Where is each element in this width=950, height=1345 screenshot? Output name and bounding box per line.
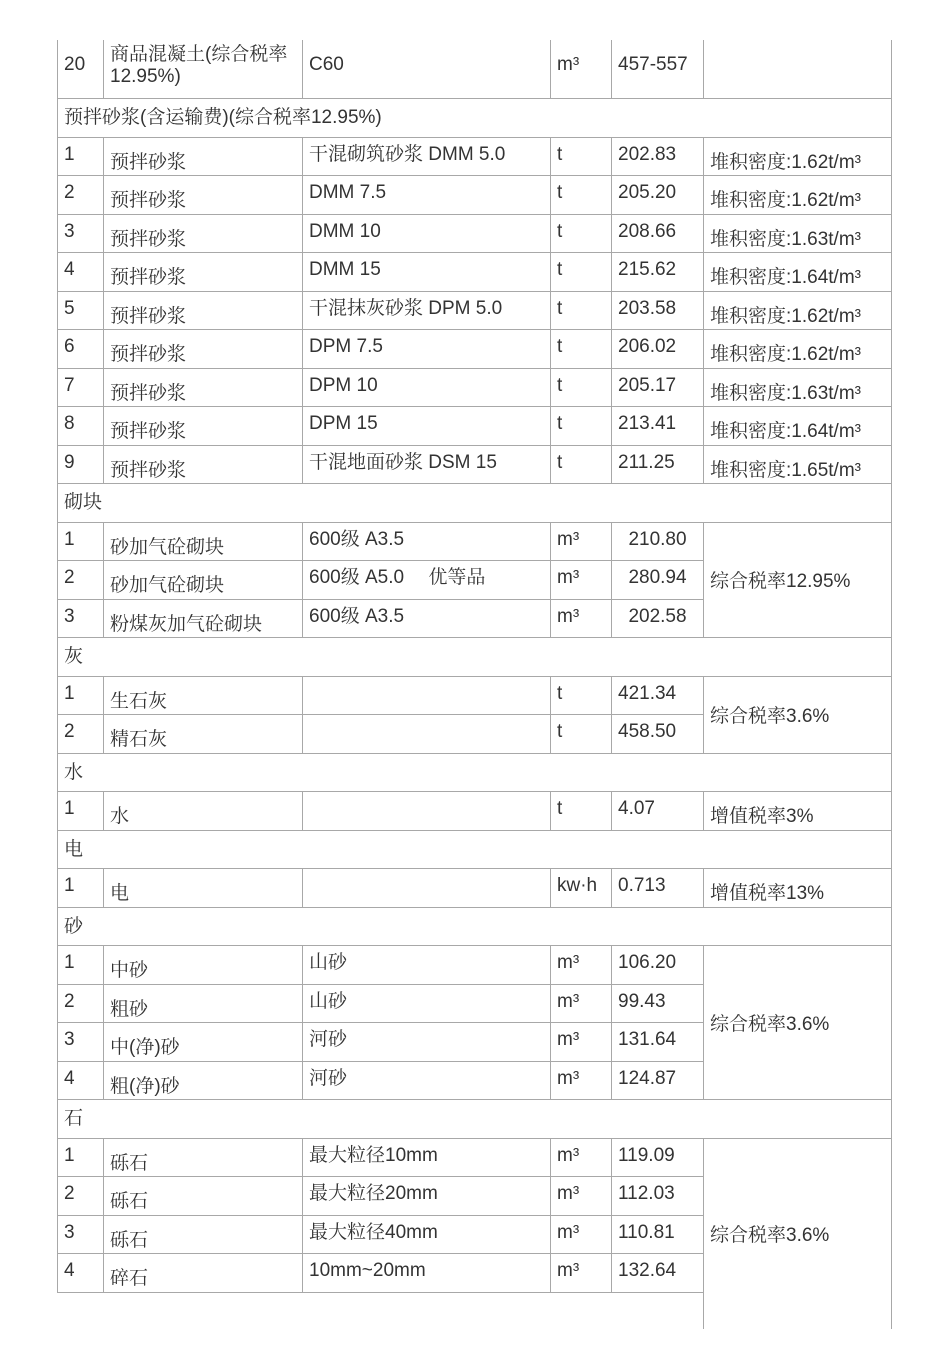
cell-price: 4.07 (611, 792, 703, 830)
section-title: 水 (57, 754, 892, 792)
cell-unit: kw·h (550, 869, 611, 907)
cell-name: 预拌砂浆 (103, 407, 302, 445)
table-row (57, 1023, 703, 1062)
cell-no: 4 (57, 1254, 103, 1292)
cell-name: 砾石 (103, 1177, 302, 1215)
cell-unit: m³ (550, 985, 611, 1023)
cell-name: 水 (103, 792, 302, 830)
cell-unit: t (550, 792, 611, 830)
cell-spec: 干混地面砂浆 DSM 15 (302, 446, 550, 484)
table-row (57, 407, 892, 446)
cell-price: 213.41 (611, 407, 703, 445)
cell-name: 预拌砂浆 (103, 292, 302, 330)
cell-price: 206.02 (611, 330, 703, 368)
section-header-block (57, 484, 892, 523)
cell-unit: m³ (550, 1216, 611, 1254)
cell-name: 预拌砂浆 (103, 253, 302, 291)
table-row (57, 985, 703, 1024)
table-row (57, 253, 892, 292)
cell-spec: 山砂 (302, 985, 550, 1023)
cell-name: 生石灰 (103, 677, 302, 715)
cell-name: 电 (103, 869, 302, 907)
cell-price: 421.34 (611, 677, 703, 715)
cell-unit: t (550, 176, 611, 214)
cell-unit: t (550, 715, 611, 753)
table-row (57, 215, 892, 254)
cell-spec (302, 792, 550, 830)
table-row (57, 1216, 703, 1255)
cell-no: 1 (57, 138, 103, 176)
cell-no: 2 (57, 715, 103, 753)
cell-no: 1 (57, 677, 103, 715)
cell-no: 3 (57, 600, 103, 638)
cell-no: 1 (57, 523, 103, 561)
cell-name: 砾石 (103, 1216, 302, 1254)
cell-name: 商品混凝土(综合税率12.95%) (103, 40, 302, 98)
cell-note: 堆积密度:1.62t/m³ (703, 330, 892, 368)
table-row (57, 1139, 703, 1178)
cell-spec: 600级 A3.5 (302, 600, 550, 638)
cell-note (703, 40, 892, 98)
table-row (57, 715, 703, 754)
cell-price: 132.64 (611, 1254, 703, 1292)
cell-name: 预拌砂浆 (103, 369, 302, 407)
table-row (57, 1254, 703, 1293)
cell-no: 2 (57, 1177, 103, 1215)
cell-price: 203.58 (611, 292, 703, 330)
cell-spec: 最大粒径40mm (302, 1216, 550, 1254)
cell-note: 增值税率3% (703, 792, 892, 830)
section-header-mortar (57, 99, 892, 138)
cell-name: 砂加气砼砌块 (103, 561, 302, 599)
cell-no: 6 (57, 330, 103, 368)
section-title: 砌块 (57, 484, 892, 522)
cell-no: 8 (57, 407, 103, 445)
cell-name: 预拌砂浆 (103, 446, 302, 484)
cell-spec: DPM 7.5 (302, 330, 550, 368)
cell-no: 3 (57, 215, 103, 253)
section-header-power (57, 831, 892, 870)
cell-unit: m³ (550, 1254, 611, 1292)
cell-price: 280.94 (611, 561, 703, 599)
cell-name: 砾石 (103, 1139, 302, 1177)
section-header-sand (57, 908, 892, 947)
table-row (57, 369, 892, 408)
cell-name: 预拌砂浆 (103, 215, 302, 253)
cell-no: 9 (57, 446, 103, 484)
cell-spec: 干混抹灰砂浆 DPM 5.0 (302, 292, 550, 330)
table-row (57, 561, 703, 600)
section-header-water (57, 754, 892, 793)
cell-unit: m³ (550, 1062, 611, 1100)
cell-spec: DMM 7.5 (302, 176, 550, 214)
table-row (57, 292, 892, 331)
cell-name: 预拌砂浆 (103, 176, 302, 214)
cell-unit: m³ (550, 600, 611, 638)
cell-name: 中砂 (103, 946, 302, 984)
group-stone (57, 1139, 892, 1329)
cell-spec: DMM 15 (302, 253, 550, 291)
cell-price: 124.87 (611, 1062, 703, 1100)
cell-note: 堆积密度:1.65t/m³ (703, 446, 892, 484)
cell-price: 106.20 (611, 946, 703, 984)
cell-unit: m³ (550, 1177, 611, 1215)
cell-unit: m³ (550, 40, 611, 98)
cell-unit: t (550, 138, 611, 176)
cell-price: 0.713 (611, 869, 703, 907)
cell-no: 20 (57, 40, 103, 98)
table-row (57, 677, 703, 716)
cell-price: 119.09 (611, 1139, 703, 1177)
cell-unit: t (550, 292, 611, 330)
section-header-stone (57, 1100, 892, 1139)
table-row (57, 792, 892, 831)
cell-spec (302, 677, 550, 715)
cell-spec: 河砂 (302, 1062, 550, 1100)
cell-name: 碎石 (103, 1254, 302, 1292)
cell-price: 202.83 (611, 138, 703, 176)
cell-unit: m³ (550, 946, 611, 984)
group-block (57, 523, 892, 639)
cell-no: 1 (57, 946, 103, 984)
cell-note: 堆积密度:1.62t/m³ (703, 138, 892, 176)
cell-spec: 最大粒径10mm (302, 1139, 550, 1177)
table-row (57, 946, 703, 985)
cell-spec: 最大粒径20mm (302, 1177, 550, 1215)
cell-price: 112.03 (611, 1177, 703, 1215)
cell-name: 预拌砂浆 (103, 330, 302, 368)
cell-unit: m³ (550, 561, 611, 599)
cell-spec (302, 869, 550, 907)
material-price-table (57, 40, 892, 1329)
cell-spec: 干混砌筑砂浆 DMM 5.0 (302, 138, 550, 176)
cell-no: 3 (57, 1216, 103, 1254)
cell-spec: 河砂 (302, 1023, 550, 1061)
cell-unit: t (550, 407, 611, 445)
cell-unit: t (550, 369, 611, 407)
cell-price: 99.43 (611, 985, 703, 1023)
cell-note: 堆积密度:1.62t/m³ (703, 292, 892, 330)
table-row (57, 138, 892, 177)
cell-no: 1 (57, 869, 103, 907)
cell-no: 4 (57, 1062, 103, 1100)
section-title: 砂 (57, 908, 892, 946)
cell-spec: 10mm~20mm (302, 1254, 550, 1292)
table-row (57, 446, 892, 485)
section-title: 预拌砂浆(含运输费)(综合税率12.95%) (57, 99, 892, 137)
cell-unit: t (550, 677, 611, 715)
cell-price: 110.81 (611, 1216, 703, 1254)
cell-price: 457-557 (611, 40, 703, 98)
cell-no: 1 (57, 792, 103, 830)
cell-spec: 600级 A5.0 优等品 (302, 561, 550, 599)
cell-spec: DPM 15 (302, 407, 550, 445)
group-note: 综合税率12.95% (703, 523, 892, 639)
cell-note: 堆积密度:1.64t/m³ (703, 253, 892, 291)
cell-no: 2 (57, 985, 103, 1023)
cell-spec: 山砂 (302, 946, 550, 984)
cell-price: 211.25 (611, 446, 703, 484)
cell-note: 堆积密度:1.63t/m³ (703, 215, 892, 253)
cell-name: 砂加气砼砌块 (103, 523, 302, 561)
section-title: 电 (57, 831, 892, 869)
table-row (57, 40, 892, 99)
cell-price: 458.50 (611, 715, 703, 753)
table-row (57, 1177, 703, 1216)
cell-unit: m³ (550, 1023, 611, 1061)
table-row (57, 1062, 703, 1101)
cell-price: 131.64 (611, 1023, 703, 1061)
cell-note: 堆积密度:1.63t/m³ (703, 369, 892, 407)
cell-unit: t (550, 446, 611, 484)
group-lime (57, 677, 892, 754)
cell-no: 4 (57, 253, 103, 291)
section-header-lime (57, 638, 892, 677)
cell-name: 精石灰 (103, 715, 302, 753)
table-row (57, 330, 892, 369)
cell-price: 205.20 (611, 176, 703, 214)
cell-no: 1 (57, 1139, 103, 1177)
table-row (57, 176, 892, 215)
cell-note: 堆积密度:1.62t/m³ (703, 176, 892, 214)
table-row (57, 869, 892, 908)
cell-spec: DPM 10 (302, 369, 550, 407)
cell-note: 增值税率13% (703, 869, 892, 907)
cell-price: 202.58 (611, 600, 703, 638)
group-sand (57, 946, 892, 1100)
group-note: 综合税率3.6% (703, 946, 892, 1100)
cell-unit: m³ (550, 1139, 611, 1177)
cell-name: 预拌砂浆 (103, 138, 302, 176)
cell-name: 粉煤灰加气砼砌块 (103, 600, 302, 638)
cell-spec: C60 (302, 40, 550, 98)
cell-price: 205.17 (611, 369, 703, 407)
section-title: 灰 (57, 638, 892, 676)
cell-spec (302, 715, 550, 753)
cell-no: 3 (57, 1023, 103, 1061)
cell-no: 2 (57, 176, 103, 214)
cell-note: 堆积密度:1.64t/m³ (703, 407, 892, 445)
group-note: 综合税率3.6% (703, 677, 892, 754)
cell-price: 210.80 (611, 523, 703, 561)
cell-no: 7 (57, 369, 103, 407)
group-note: 综合税率3.6% (703, 1139, 892, 1329)
cell-price: 215.62 (611, 253, 703, 291)
cell-name: 中(净)砂 (103, 1023, 302, 1061)
cell-unit: m³ (550, 523, 611, 561)
cell-name: 粗砂 (103, 985, 302, 1023)
cell-unit: t (550, 330, 611, 368)
cell-name: 粗(净)砂 (103, 1062, 302, 1100)
cell-unit: t (550, 253, 611, 291)
cell-no: 5 (57, 292, 103, 330)
table-row (57, 600, 703, 639)
cell-unit: t (550, 215, 611, 253)
section-title: 石 (57, 1100, 892, 1138)
cell-no: 2 (57, 561, 103, 599)
cell-spec: 600级 A3.5 (302, 523, 550, 561)
cell-price: 208.66 (611, 215, 703, 253)
cell-spec: DMM 10 (302, 215, 550, 253)
table-row (57, 523, 703, 562)
